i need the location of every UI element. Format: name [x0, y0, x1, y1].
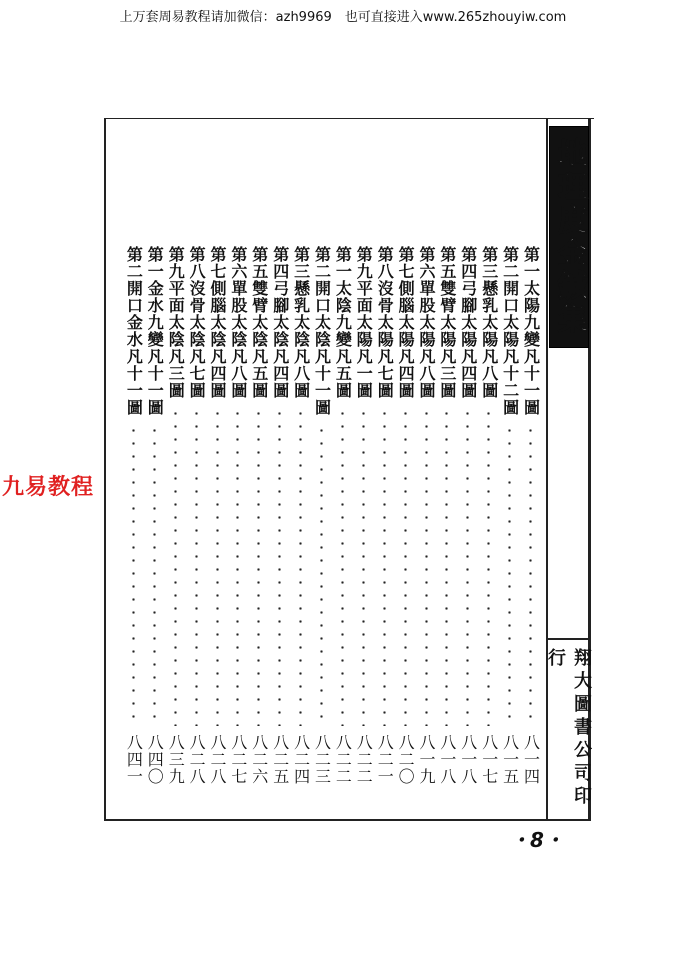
toc-leader-dots — [320, 424, 323, 726]
top-banner: 上万套周易教程请加微信：azh9969 也可直接进入www.265zhouyiw.com — [119, 10, 567, 25]
toc-entry-page: 八一四 — [521, 734, 541, 785]
toc-entry-title: 第七側腦太陽凡四圖 — [396, 246, 416, 399]
book-title-box — [549, 126, 589, 348]
toc-entry-page: 八二〇 — [396, 734, 416, 785]
toc-entry-title: 第一太陽九變凡十一圖 — [521, 246, 541, 416]
toc-entry-page: 八二八 — [187, 734, 207, 785]
toc-entry-page: 八二六 — [249, 734, 269, 785]
toc-entry — [269, 246, 290, 792]
toc-entry-page: 八三九 — [166, 734, 186, 785]
toc-entry — [416, 246, 437, 792]
toc-entry — [227, 246, 248, 792]
toc-entry-page: 八二八 — [208, 734, 227, 785]
toc-entry-page: 八二三 — [312, 734, 332, 785]
toc-entry-page: 八一五 — [500, 734, 520, 785]
toc-leader-dots — [487, 407, 490, 726]
toc-entry — [478, 246, 499, 792]
toc-entry-title: 第六單股太陰凡八圖 — [228, 246, 248, 399]
toc-entry — [144, 246, 165, 792]
toc-entry-title: 第五雙臂太陰凡五圖 — [249, 246, 269, 399]
frame-bottom-line — [104, 819, 590, 821]
margin-separator — [546, 638, 591, 640]
toc-entry-page: 八二一 — [375, 734, 395, 785]
publisher-box — [545, 648, 592, 818]
toc-entry-title: 第五雙臂太陽凡三圖 — [437, 246, 457, 399]
toc-entry-title: 第九平面太陰凡三圖 — [166, 246, 186, 399]
toc-entry-title: 第二開口金水凡十一圖 — [124, 246, 144, 416]
toc-entry-page: 八二四 — [291, 734, 311, 785]
toc-entry-title: 第三懸乳太陰凡八圖 — [291, 246, 311, 399]
toc-entry-page: 八一八 — [458, 734, 478, 785]
toc-entry-title: 第九平面太陽凡一圖 — [354, 246, 374, 399]
toc-entry-title: 第八沒骨太陰凡七圖 — [187, 246, 207, 399]
toc-entry-page: 八四一 — [124, 734, 144, 785]
toc-entry — [436, 246, 457, 792]
toc-entry-title: 第二開口太陽凡十二圖 — [500, 246, 520, 416]
toc-leader-dots — [278, 407, 281, 726]
toc-leader-dots — [132, 424, 135, 726]
toc-leader-dots — [216, 407, 219, 726]
toc-entry-page: 八二二 — [354, 734, 374, 785]
toc-entry-title: 第四弓腳太陽凡四圖 — [458, 246, 478, 399]
toc-leader-dots — [236, 407, 239, 726]
publisher: 翔大圖書公司印行 — [545, 648, 592, 809]
toc-leader-dots — [383, 407, 386, 726]
toc-entry — [332, 246, 353, 792]
toc-entry — [290, 246, 311, 792]
toc-entry — [311, 246, 332, 792]
toc-entry — [186, 246, 207, 792]
toc-entry-page: 八四〇 — [145, 734, 165, 785]
toc-entry — [248, 246, 269, 792]
toc-leader-dots — [195, 407, 198, 726]
toc-leader-dots — [508, 424, 511, 726]
toc-entry-page: 八一九 — [417, 734, 436, 785]
toc-entry — [165, 246, 186, 792]
toc-leader-dots — [445, 407, 448, 726]
toc-leader-dots — [341, 407, 344, 726]
toc-leader-dots — [529, 424, 532, 726]
book-title: 地理度金鍼集 — [552, 138, 587, 336]
toc-entry-page: 八一七 — [479, 734, 499, 785]
toc-entry — [520, 246, 541, 792]
toc-entry-title: 第一金水九變凡十一圖 — [145, 246, 165, 416]
toc-leader-dots — [404, 407, 407, 726]
toc-entry — [395, 246, 416, 792]
toc-entry — [457, 246, 478, 792]
toc-entry-title: 第三懸乳太陽凡八圖 — [479, 246, 499, 399]
toc-entry-title: 第一太陰九變凡五圖 — [333, 246, 353, 399]
toc-entry — [353, 246, 374, 792]
toc-entry-page: 八二五 — [270, 734, 290, 785]
toc-entry-title: 第七側腦太陰凡四圖 — [208, 246, 227, 399]
toc-entry-page: 八二二 — [333, 734, 353, 785]
toc-entry-page: 八一八 — [437, 734, 457, 785]
frame-left-line — [104, 118, 106, 820]
toc-entry-title: 第二開口太陰凡十一圖 — [312, 246, 332, 416]
toc-leader-dots — [425, 407, 428, 726]
toc-entry — [207, 246, 228, 792]
toc-entry — [499, 246, 520, 792]
page-number: ・8・ — [510, 828, 564, 852]
toc-entry-page: 八二七 — [228, 734, 248, 785]
toc-entry-title: 第八沒骨太陽凡七圖 — [375, 246, 395, 399]
watermark: 九易教程 — [2, 475, 95, 500]
toc-entry — [123, 246, 144, 792]
toc-leader-dots — [299, 407, 302, 726]
toc-entry-title: 第四弓腳太陰凡四圖 — [270, 246, 290, 399]
toc-leader-dots — [153, 424, 156, 726]
toc-leader-dots — [174, 407, 177, 726]
toc-leader-dots — [257, 407, 260, 726]
frame-top-line — [104, 118, 594, 119]
toc-entry — [374, 246, 395, 792]
toc-entry-title: 第六單股太陽凡八圖 — [417, 246, 436, 399]
toc-leader-dots — [466, 407, 469, 726]
toc-leader-dots — [362, 407, 365, 726]
